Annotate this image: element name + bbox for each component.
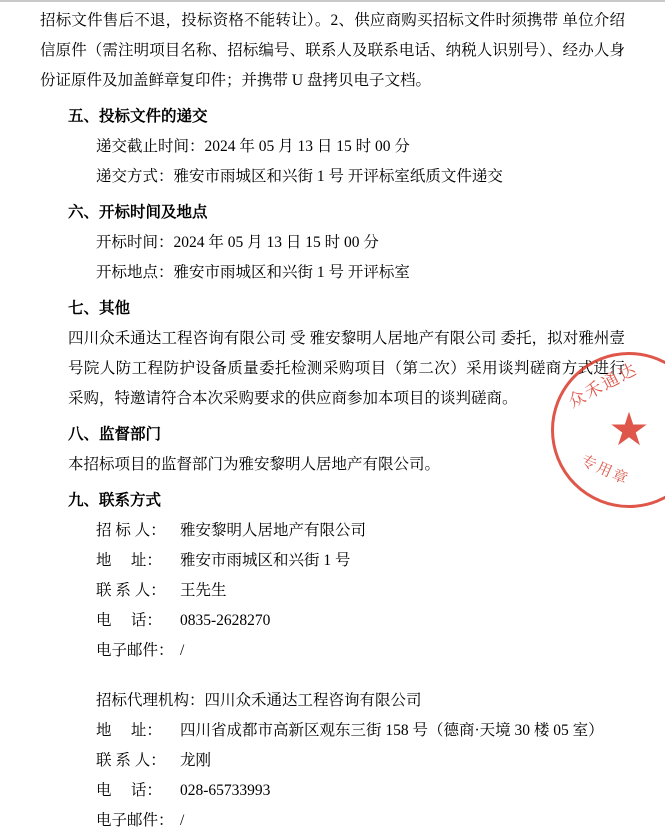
section-heading-6 bbox=[40, 198, 625, 228]
section-6-line-1-value: 2024 年 05 月 13 日 15 时 00 分 bbox=[173, 234, 379, 251]
agency-value-address: 四川省成都市高新区观东三街 158 号（德商·天境 30 楼 05 室） bbox=[180, 722, 604, 739]
agency-value-name: 四川众禾通达工程咨询有限公司 bbox=[204, 692, 422, 709]
contact-row-address bbox=[40, 546, 625, 576]
contact-label-address: 地 址： bbox=[96, 552, 162, 569]
section-6-line-2 bbox=[40, 258, 625, 288]
contact-label-bidder: 招 标 人： bbox=[96, 522, 166, 539]
section-6-line-1-label: 开标时间： bbox=[96, 234, 174, 251]
seal-star-icon: ★ bbox=[608, 404, 650, 455]
contact-row-email bbox=[40, 636, 625, 666]
contact-row-person bbox=[40, 576, 625, 606]
contact-label-email: 电子邮件： bbox=[96, 642, 174, 659]
agency-label-phone: 电 话： bbox=[96, 782, 162, 799]
contact-label-phone: 电 话： bbox=[96, 612, 162, 629]
section-heading-7 bbox=[40, 294, 625, 324]
section-number-7: 七、 bbox=[68, 300, 100, 317]
contact-row-bidder bbox=[40, 516, 625, 546]
agency-value-email: / bbox=[180, 812, 185, 829]
section-number-6: 六、 bbox=[68, 204, 100, 221]
agency-row-address bbox=[40, 716, 625, 746]
section-title-8: 监督部门 bbox=[99, 426, 162, 443]
section-number-5: 五、 bbox=[68, 108, 100, 125]
contact-value-phone: 0835-2628270 bbox=[180, 612, 271, 629]
contact-value-person: 王先生 bbox=[180, 582, 227, 599]
contact-value-address: 雅安市雨城区和兴街 1 号 bbox=[180, 552, 351, 569]
section-8-paragraph: 本招标项目的监督部门为雅安黎明人居地产有限公司。 bbox=[68, 456, 441, 473]
section-heading-5 bbox=[40, 102, 625, 132]
section-number-9: 九、 bbox=[68, 492, 100, 509]
seal-text-bottom: 专用章 bbox=[578, 453, 632, 489]
agency-label-email: 电子邮件： bbox=[96, 812, 174, 829]
section-title-7: 其他 bbox=[99, 300, 131, 317]
section-5-line-1 bbox=[40, 132, 625, 162]
section-heading-8 bbox=[40, 420, 625, 450]
agency-label-address: 地 址： bbox=[96, 722, 162, 739]
section-heading-9 bbox=[40, 486, 625, 516]
section-5-line-2-label: 递交方式： bbox=[96, 168, 174, 185]
section-7-paragraph: 四川众禾通达工程咨询有限公司 受 雅安黎明人居地产有限公司 委托，拟对雅州壹号院人防工程防护设备质量委托检测采购项目（第二次）采用谈判磋商方式进行采购，特邀请符合本次采购要求的供应商参加本项目的谈判磋商。 bbox=[68, 330, 625, 407]
section-6-line-2-label: 开标地点： bbox=[96, 264, 174, 281]
spacer-agency bbox=[40, 666, 625, 686]
agency-label-person: 联 系 人： bbox=[96, 752, 166, 769]
agency-label-name: 招标代理机构： bbox=[96, 692, 205, 709]
seal-text-top: 众禾通达 bbox=[564, 359, 641, 412]
section-5-line-2-value: 雅安市雨城区和兴街 1 号 开评标室纸质文件递交 bbox=[173, 168, 503, 185]
intro-paragraph: 招标文件售后不退，投标资格不能转让）。2、供应商购买招标文件时须携带 单位介绍信原件（需注明项目名称、招标编号、联系人及联系电话、纳税人识别号）、经办人身份证原件及加盖鲜章复印件；并携带 U 盘拷贝电子文档。 bbox=[40, 12, 625, 89]
agency-value-person: 龙刚 bbox=[180, 752, 212, 769]
agency-row-phone bbox=[40, 776, 625, 806]
section-5-line-1-value: 2024 年 05 月 13 日 15 时 00 分 bbox=[204, 138, 410, 155]
contact-label-person: 联 系 人： bbox=[96, 582, 166, 599]
section-number-8: 八、 bbox=[68, 426, 100, 443]
agency-value-phone: 028-65733993 bbox=[180, 782, 271, 799]
agency-row-email bbox=[40, 806, 625, 836]
section-6-line-1 bbox=[40, 228, 625, 258]
contact-value-email: / bbox=[180, 642, 185, 659]
section-6-line-2-value: 雅安市雨城区和兴街 1 号 开评标室 bbox=[173, 264, 410, 281]
agency-row-person bbox=[40, 746, 625, 776]
contact-value-bidder: 雅安黎明人居地产有限公司 bbox=[180, 522, 367, 539]
page-top-rule bbox=[0, 0, 665, 2]
section-title-6: 开标时间及地点 bbox=[99, 204, 208, 221]
agency-row-name bbox=[40, 686, 625, 716]
section-5-line-2 bbox=[40, 162, 625, 192]
section-title-9: 联系方式 bbox=[99, 492, 162, 509]
section-5-line-1-label: 递交截止时间： bbox=[96, 138, 205, 155]
contact-row-phone bbox=[40, 606, 625, 636]
section-title-5: 投标文件的递交 bbox=[99, 108, 208, 125]
